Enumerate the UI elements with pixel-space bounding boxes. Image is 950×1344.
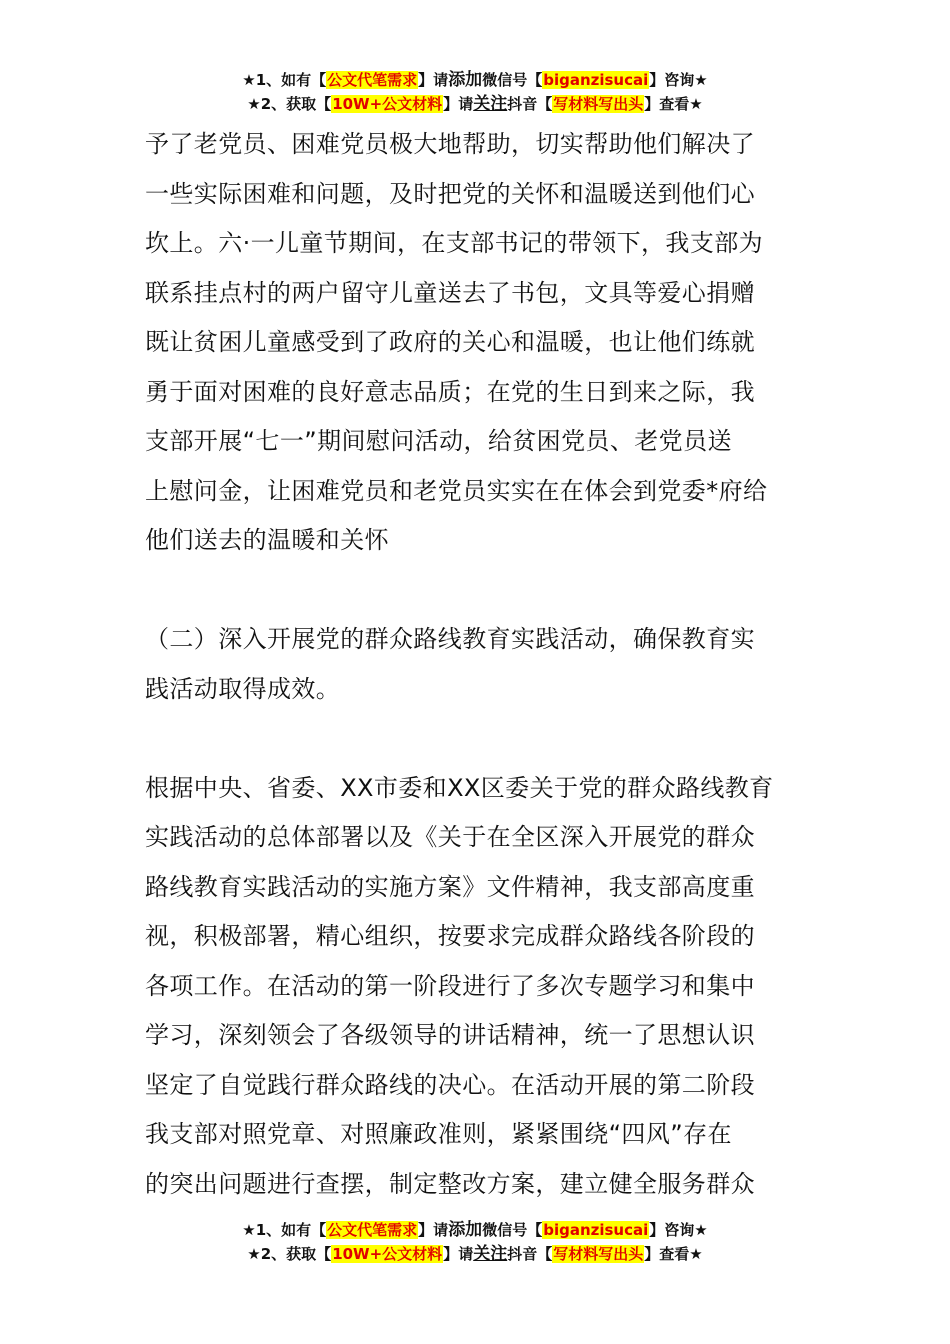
section-heading: 践活动取得成效。 bbox=[145, 674, 341, 703]
highlight-text: 10W+公文材料 bbox=[332, 1245, 443, 1263]
body-line: 的突出问题进行查摆，制定整改方案，建立健全服务群众 bbox=[145, 1169, 755, 1198]
body-line: 学习，深刻领会了各级领导的讲话精神，统一了思想认识 bbox=[145, 1021, 755, 1049]
body-line: 各项工作。在活动的第一阶段进行了多次专题学习和集中 bbox=[145, 971, 755, 1000]
banner-text: ★2、获取【 bbox=[247, 1245, 332, 1263]
body-line: 我支部对照党章、对照廉政准则，紧紧围绕“四风”存在 bbox=[145, 1120, 732, 1148]
body-line: 坎上。六·一儿童节期间，在支部书记的带领下，我支部为 bbox=[145, 229, 764, 257]
emphasis-text: 关注 bbox=[473, 94, 508, 114]
body-line: 支部开展“七一”期间慰问活动，给贫困党员、老党员送 bbox=[145, 427, 732, 455]
wechat-id: biganzisucai bbox=[543, 1221, 649, 1239]
banner-text: 】咨询★ bbox=[649, 71, 708, 89]
highlight-text: 公文代笔需求 bbox=[327, 71, 418, 89]
banner-line-2 bbox=[0, 92, 950, 116]
body-line: 他们送去的温暖和关怀 bbox=[145, 526, 389, 554]
douyin-account: 写材料写出头 bbox=[553, 1245, 644, 1263]
emphasis-text: 关注 bbox=[473, 1244, 508, 1264]
banner-text: 】请 bbox=[418, 71, 449, 89]
banner-text: 】查看★ bbox=[644, 1245, 703, 1263]
wechat-id: biganzisucai bbox=[543, 71, 649, 89]
body-line: 予了老党员、困难党员极大地帮助，切实帮助他们解决了 bbox=[145, 130, 755, 158]
emphasis-text: 添加 bbox=[448, 1220, 483, 1240]
footer-banner bbox=[0, 1218, 950, 1266]
banner-text: 】请 bbox=[418, 1221, 449, 1239]
banner-text: ★2、获取【 bbox=[247, 95, 332, 113]
banner-text: 】咨询★ bbox=[649, 1221, 708, 1239]
section-heading: （二）深入开展党的群众路线教育实践活动，确保教育实 bbox=[145, 625, 755, 653]
paragraph-gap bbox=[145, 566, 810, 616]
banner-text: 微信号【 bbox=[482, 71, 543, 89]
banner-line-1 bbox=[0, 68, 950, 92]
body-line: 实践活动的总体部署以及《关于在全区深入开展党的群众 bbox=[145, 823, 755, 851]
body-line: 勇于面对困难的良好意志品质；在党的生日到来之际，我 bbox=[145, 377, 755, 406]
douyin-account: 写材料写出头 bbox=[553, 95, 644, 113]
banner-text: 】请 bbox=[443, 1245, 474, 1263]
body-line: 既让贫困儿童感受到了政府的关心和温暖，也让他们练就 bbox=[145, 328, 755, 356]
body-line: 联系挂点村的两户留守儿童送去了书包，文具等爱心捐赠 bbox=[145, 278, 755, 307]
banner-line-1 bbox=[0, 1218, 950, 1242]
banner-line-2 bbox=[0, 1242, 950, 1266]
body-line: 坚定了自觉践行群众路线的决心。在活动开展的第二阶段 bbox=[145, 1070, 755, 1099]
body-line: 根据中央、省委、XX市委和XX区委关于党的群众路线教育 bbox=[145, 773, 774, 802]
body-line: 路线教育实践活动的实施方案》文件精神，我支部高度重 bbox=[145, 872, 755, 901]
banner-text: 微信号【 bbox=[482, 1221, 543, 1239]
banner-text: 抖音【 bbox=[507, 95, 553, 113]
banner-text: 】请 bbox=[443, 95, 474, 113]
banner-text: ★1、如有【 bbox=[242, 1221, 327, 1239]
emphasis-text: 添加 bbox=[448, 70, 483, 90]
banner-text: 抖音【 bbox=[507, 1245, 553, 1263]
body-line: 上慰问金，让困难党员和老党员实实在在体会到党委*府给 bbox=[145, 476, 768, 505]
highlight-text: 公文代笔需求 bbox=[327, 1221, 418, 1239]
header-banner bbox=[0, 68, 950, 116]
banner-text: ★1、如有【 bbox=[242, 71, 327, 89]
body-line: 一些实际困难和问题，及时把党的关怀和温暖送到他们心 bbox=[145, 179, 755, 208]
document-body bbox=[145, 120, 810, 1209]
body-line: 视，积极部署，精心组织，按要求完成群众路线各阶段的 bbox=[145, 922, 755, 950]
highlight-text: 10W+公文材料 bbox=[332, 95, 443, 113]
banner-text: 】查看★ bbox=[644, 95, 703, 113]
paragraph-gap bbox=[145, 714, 810, 764]
